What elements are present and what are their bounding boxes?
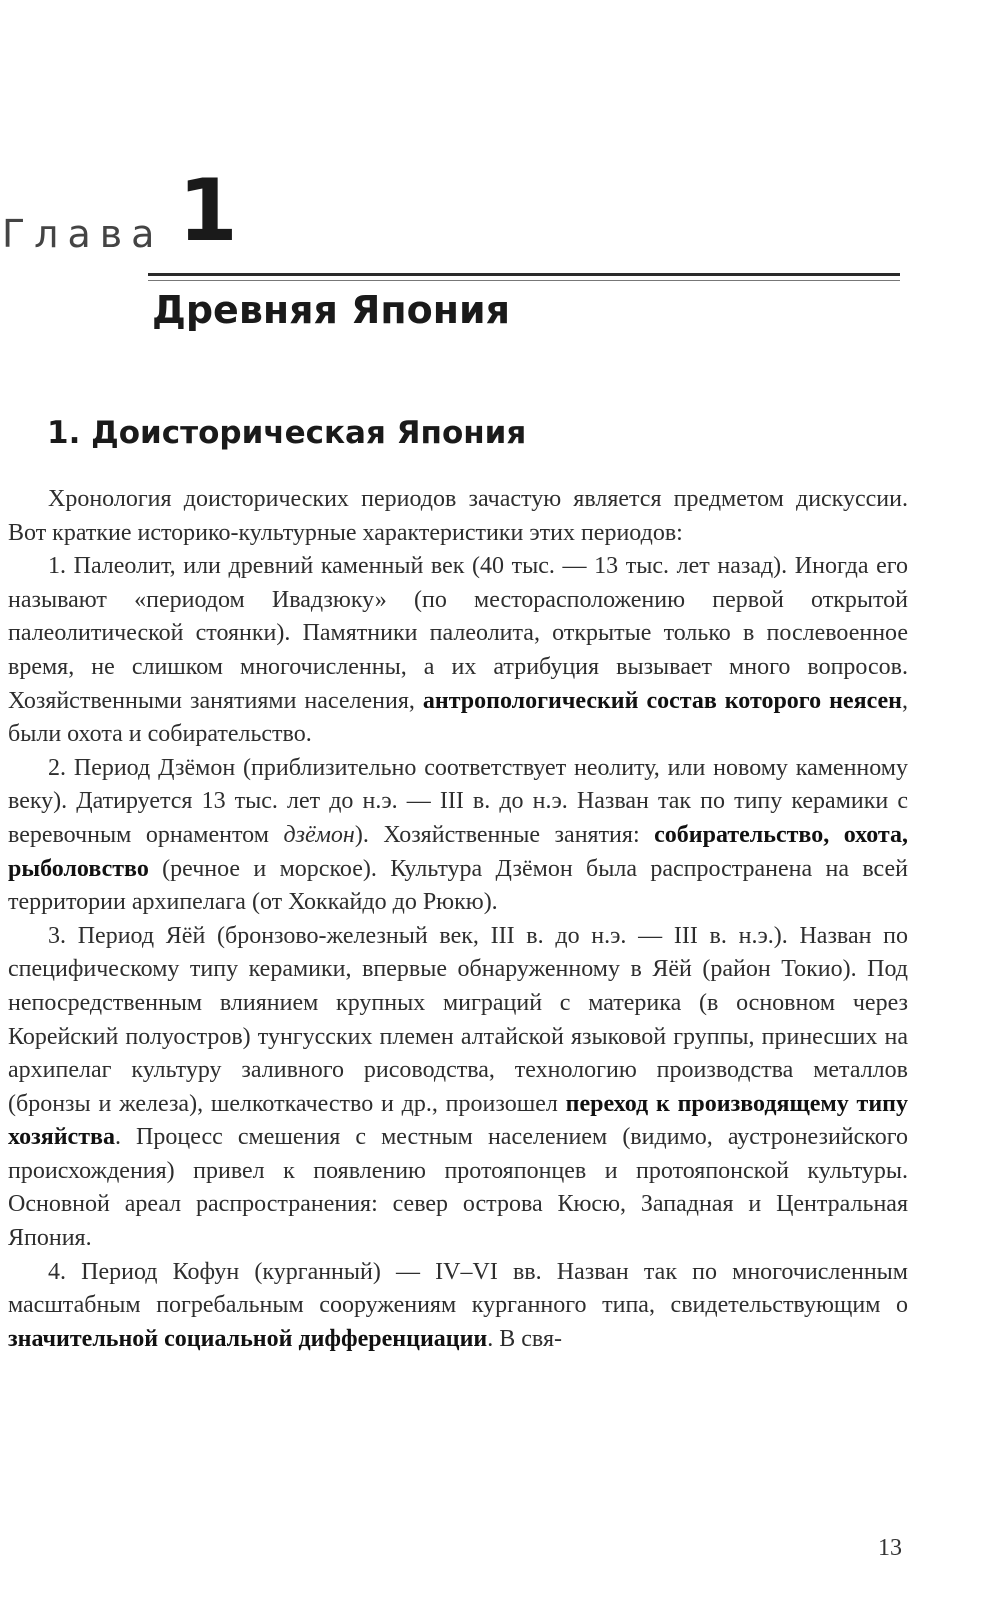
p3-text-b: . Процесс смешения с местным населением (видимо, аустронезийского происхождения) привел к появлению протояпонцев и протояпонской культуры. Основной ареал распространения: север острова Кюсю, Западная и Центральная Япония. <box>8 1124 908 1252</box>
body-text <box>8 483 908 1356</box>
paragraph-intro <box>8 483 908 550</box>
p2-text-b: ). Хозяйственные занятия: <box>354 821 655 848</box>
p2-text-a: 2. Период Дзёмон (приблизительно соответствует неолиту, или новому каменному веку). Датируется 13 тыс. лет до н.э. — III в. до н.э. Назван так по типу керамики с веревочным орнаментом <box>8 754 908 848</box>
chapter-title: Древняя Япония <box>152 288 511 332</box>
p3-text-a: 3. Период Яёй (бронзово-железный век, III в. до н.э. — III в. н.э.). Назван по специфическому типу керамики, впервые обнаруженному в Яёй (район Токио). Под непосредственным влиянием крупных миграций с материка (в основном через Корейский полуостров) тунгусских племен алтайской языковой группы, принесших на архипелаг культуру заливного рисоводства, технологию производства металлов (бронзы и железа), шелкоткачество и др., произошел <box>8 922 908 1117</box>
p1-text-b: , были охота и собирательство. <box>8 687 908 748</box>
chapter-number: 1 <box>178 161 238 261</box>
p4-text-b: . В свя- <box>487 1325 562 1352</box>
intro-text: Хронология доисторических периодов зачастую является предметом дискуссии. Вот краткие историко-культурные характеристики этих периодов: <box>8 486 908 546</box>
chapter-rule-thick <box>148 273 900 276</box>
p3-bold: переход к производящему типу хозяйства <box>8 1090 908 1151</box>
chapter-label: Глава <box>2 212 164 256</box>
paragraph-paleolithic <box>8 550 908 752</box>
p4-bold: значительной социальной дифференциации <box>8 1325 488 1352</box>
paragraph-yayoi <box>8 920 908 1256</box>
p2-text-c: (речное и морское). Культура Дзёмон была распространена на всей территории архипелага (от Хоккайдо до Рюкю). <box>8 855 908 916</box>
p4-text-a: 4. Период Кофун (курганный) — IV–VI вв. Назван так по многочисленным масштабным погребальным сооружениям курганного типа, свидетельствующим о <box>8 1258 908 1319</box>
p2-italic: дзёмон <box>283 821 355 848</box>
chapter-rule-thin <box>148 280 900 281</box>
p2-bold: собирательство, охота, рыболовство <box>8 821 908 882</box>
page-number: 13 <box>878 1535 902 1561</box>
p1-text-a: 1. Палеолит, или древний каменный век (40 тыс. — 13 тыс. лет назад). Иногда его называют «периодом Ивадзюку» (по месторасположению первой открытой палеолитической стоянки). Памятники палеолита, открытые только в послевоенное время, не слишком многочисленны, а их атрибуция вызывает много вопросов. Хозяйственными занятиями населения, <box>8 553 908 714</box>
p1-bold: антропологический состав которого неясен <box>422 687 902 714</box>
paragraph-kofun <box>8 1256 908 1357</box>
paragraph-jomon <box>8 752 908 920</box>
section-title: 1. Доисторическая Япония <box>47 415 527 451</box>
